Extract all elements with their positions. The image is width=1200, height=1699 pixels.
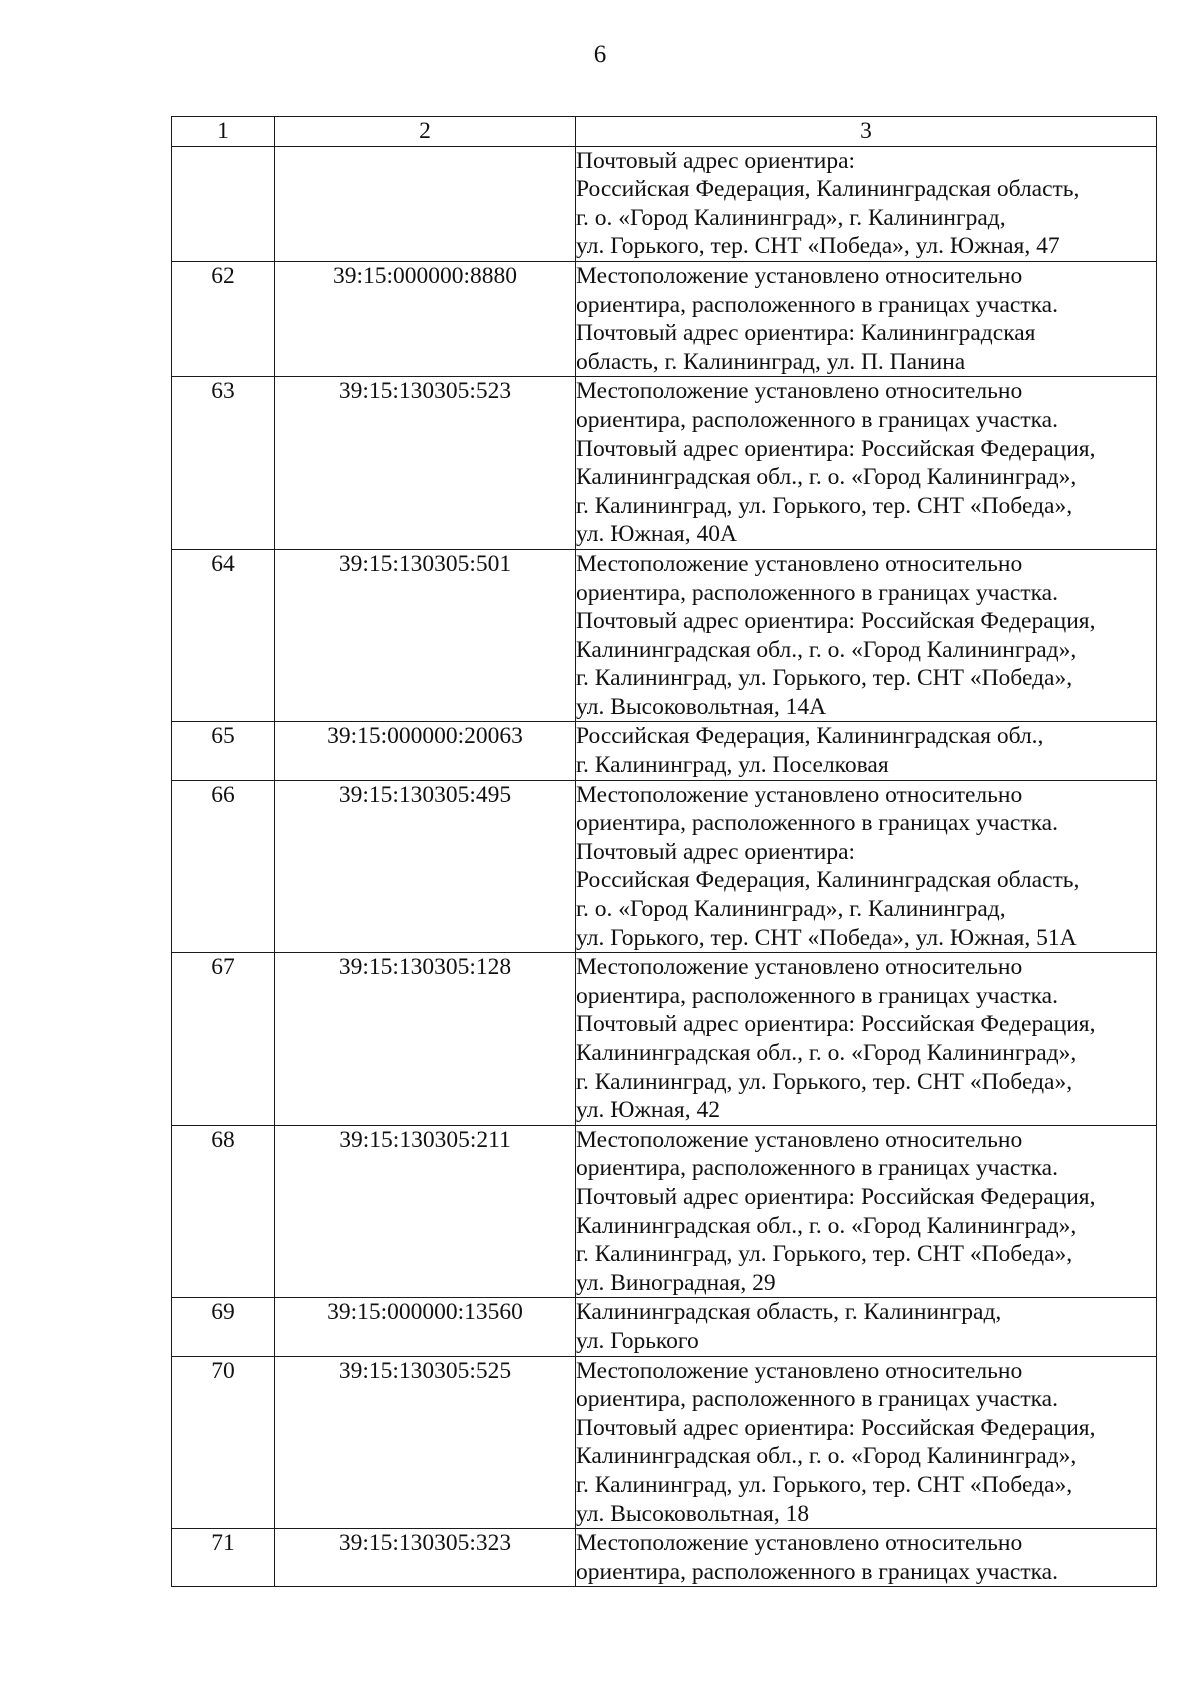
header-row — [172, 117, 1157, 147]
location-description-cell — [576, 1356, 1157, 1529]
table-row — [172, 146, 1157, 261]
cadastral-number-cell: 39:15:000000:8880 — [275, 261, 576, 376]
description-line: Калининградская обл., г. о. «Город Калининград», — [576, 1443, 1077, 1470]
page-number: 6 — [593, 41, 607, 68]
description-line: ул. Виноградная, 29 — [576, 1269, 776, 1296]
description-line: г. Калининград, ул. Горького, тер. СНТ «Победа», — [576, 1068, 1073, 1095]
table-row — [172, 780, 1157, 953]
description-line: ориентира, расположенного в границах участка. — [576, 1558, 1058, 1585]
cadastral-number-cell: 39:15:130305:495 — [275, 780, 576, 953]
table-body — [172, 146, 1157, 1587]
description-line: ул. Южная, 42 — [576, 1097, 720, 1124]
table-row — [172, 722, 1157, 780]
column-header-cadastral: 2 — [275, 117, 576, 147]
description-line: Почтовый адрес ориентира: Российская Федерация, — [576, 1011, 1096, 1038]
description-line: ул. Горького, тер. СНТ «Победа», ул. Южная, 47 — [576, 233, 1060, 260]
table-row — [172, 1298, 1157, 1356]
land-plot-table — [171, 116, 1157, 1587]
description-line: Калининградская область, г. Калининград, — [576, 1299, 1002, 1326]
column-header-number: 1 — [172, 117, 275, 147]
description-line: ориентира, расположенного в границах участка. — [576, 579, 1058, 606]
table-row — [172, 953, 1157, 1126]
location-description-cell — [576, 146, 1157, 261]
cadastral-number-cell — [275, 146, 576, 261]
row-number-cell: 69 — [172, 1298, 275, 1356]
description-line: ориентира, расположенного в границах участка. — [576, 291, 1058, 318]
column-header-location: 3 — [576, 117, 1157, 147]
location-description-cell — [576, 1125, 1157, 1298]
description-line: г. о. «Город Калининград», г. Калининград, — [576, 204, 1006, 231]
row-number-cell: 62 — [172, 261, 275, 376]
row-number-cell: 65 — [172, 722, 275, 780]
location-description-cell — [576, 953, 1157, 1126]
cadastral-number-cell: 39:15:130305:501 — [275, 549, 576, 722]
description-line: Местоположение установлено относительно — [576, 378, 1023, 405]
description-line: г. Калининград, ул. Горького, тер. СНТ «Победа», — [576, 665, 1073, 692]
description-line: Местоположение установлено относительно — [576, 1357, 1023, 1384]
location-description-cell — [576, 377, 1157, 550]
description-line: Почтовый адрес ориентира: Калининградская — [576, 320, 1036, 347]
row-number-cell: 68 — [172, 1125, 275, 1298]
cadastral-number-cell: 39:15:000000:13560 — [275, 1298, 576, 1356]
description-line: Российская Федерация, Калининградская область, — [576, 867, 1080, 894]
location-description-cell — [576, 1298, 1157, 1356]
row-number-cell: 67 — [172, 953, 275, 1126]
description-line: Калининградская обл., г. о. «Город Калининград», — [576, 636, 1077, 663]
description-line: Почтовый адрес ориентира: Российская Федерация, — [576, 1183, 1096, 1210]
description-line: Местоположение установлено относительно — [576, 781, 1023, 808]
row-number-cell: 70 — [172, 1356, 275, 1529]
cadastral-number-cell: 39:15:130305:128 — [275, 953, 576, 1126]
row-number-cell: 71 — [172, 1529, 275, 1587]
description-line: Местоположение установлено относительно — [576, 550, 1023, 577]
row-number-cell: 63 — [172, 377, 275, 550]
description-line: г. Калининград, ул. Горького, тер. СНТ «Победа», — [576, 492, 1073, 519]
description-line: ул. Горького — [576, 1327, 699, 1354]
table-row — [172, 1125, 1157, 1298]
table-header — [172, 117, 1157, 147]
description-line: Почтовый адрес ориентира: Российская Федерация, — [576, 435, 1096, 462]
cadastral-number-cell: 39:15:130305:211 — [275, 1125, 576, 1298]
table-row — [172, 549, 1157, 722]
description-line: Почтовый адрес ориентира: — [576, 147, 856, 174]
table-row — [172, 261, 1157, 376]
description-line: Местоположение установлено относительно — [576, 1126, 1023, 1153]
description-line: Местоположение установлено относительно — [576, 1530, 1023, 1557]
location-description-cell — [576, 1529, 1157, 1587]
description-line: Почтовый адрес ориентира: Российская Федерация, — [576, 608, 1096, 635]
description-line: ориентира, расположенного в границах участка. — [576, 982, 1058, 1009]
location-description-cell — [576, 722, 1157, 780]
description-line: Российская Федерация, Калининградская обл., — [576, 723, 1044, 750]
description-line: Российская Федерация, Калининградская область, — [576, 176, 1080, 203]
location-description-cell — [576, 261, 1157, 376]
description-line: г. Калининград, ул. Горького, тер. СНТ «Победа», — [576, 1241, 1073, 1268]
description-line: ориентира, расположенного в границах участка. — [576, 406, 1058, 433]
description-line: ориентира, расположенного в границах участка. — [576, 810, 1058, 837]
row-number-cell — [172, 146, 275, 261]
description-line: ул. Высоковольтная, 14А — [576, 693, 827, 720]
table-row — [172, 377, 1157, 550]
table-row — [172, 1356, 1157, 1529]
table-row — [172, 1529, 1157, 1587]
description-line: ориентира, расположенного в границах участка. — [576, 1386, 1058, 1413]
cadastral-number-cell: 39:15:000000:20063 — [275, 722, 576, 780]
description-line: Калининградская обл., г. о. «Город Калининград», — [576, 1040, 1077, 1066]
description-line: Местоположение установлено относительно — [576, 954, 1023, 981]
description-line: Калининградская обл., г. о. «Город Калининград», — [576, 464, 1077, 491]
description-line: ул. Горького, тер. СНТ «Победа», ул. Южная, 51А — [576, 924, 1077, 951]
cadastral-number-cell: 39:15:130305:323 — [275, 1529, 576, 1587]
description-line: область, г. Калининград, ул. П. Панина — [576, 348, 966, 375]
description-line: ул. Южная, 40А — [576, 521, 737, 548]
description-line: ул. Высоковольтная, 18 — [576, 1500, 810, 1527]
location-description-cell — [576, 549, 1157, 722]
description-line: г. Калининград, ул. Поселковая — [576, 752, 889, 779]
description-line: Почтовый адрес ориентира: — [576, 838, 856, 865]
location-description-cell — [576, 780, 1157, 953]
row-number-cell: 66 — [172, 780, 275, 953]
description-line: Калининградская обл., г. о. «Город Калининград», — [576, 1212, 1077, 1239]
description-line: г. Калининград, ул. Горького, тер. СНТ «Победа», — [576, 1471, 1073, 1498]
description-line: Местоположение установлено относительно — [576, 262, 1023, 289]
description-line: ориентира, расположенного в границах участка. — [576, 1155, 1058, 1182]
description-line: г. о. «Город Калининград», г. Калининград, — [576, 896, 1006, 923]
row-number-cell: 64 — [172, 549, 275, 722]
cadastral-number-cell: 39:15:130305:525 — [275, 1356, 576, 1529]
cadastral-number-cell: 39:15:130305:523 — [275, 377, 576, 550]
description-line: Почтовый адрес ориентира: Российская Федерация, — [576, 1414, 1096, 1441]
